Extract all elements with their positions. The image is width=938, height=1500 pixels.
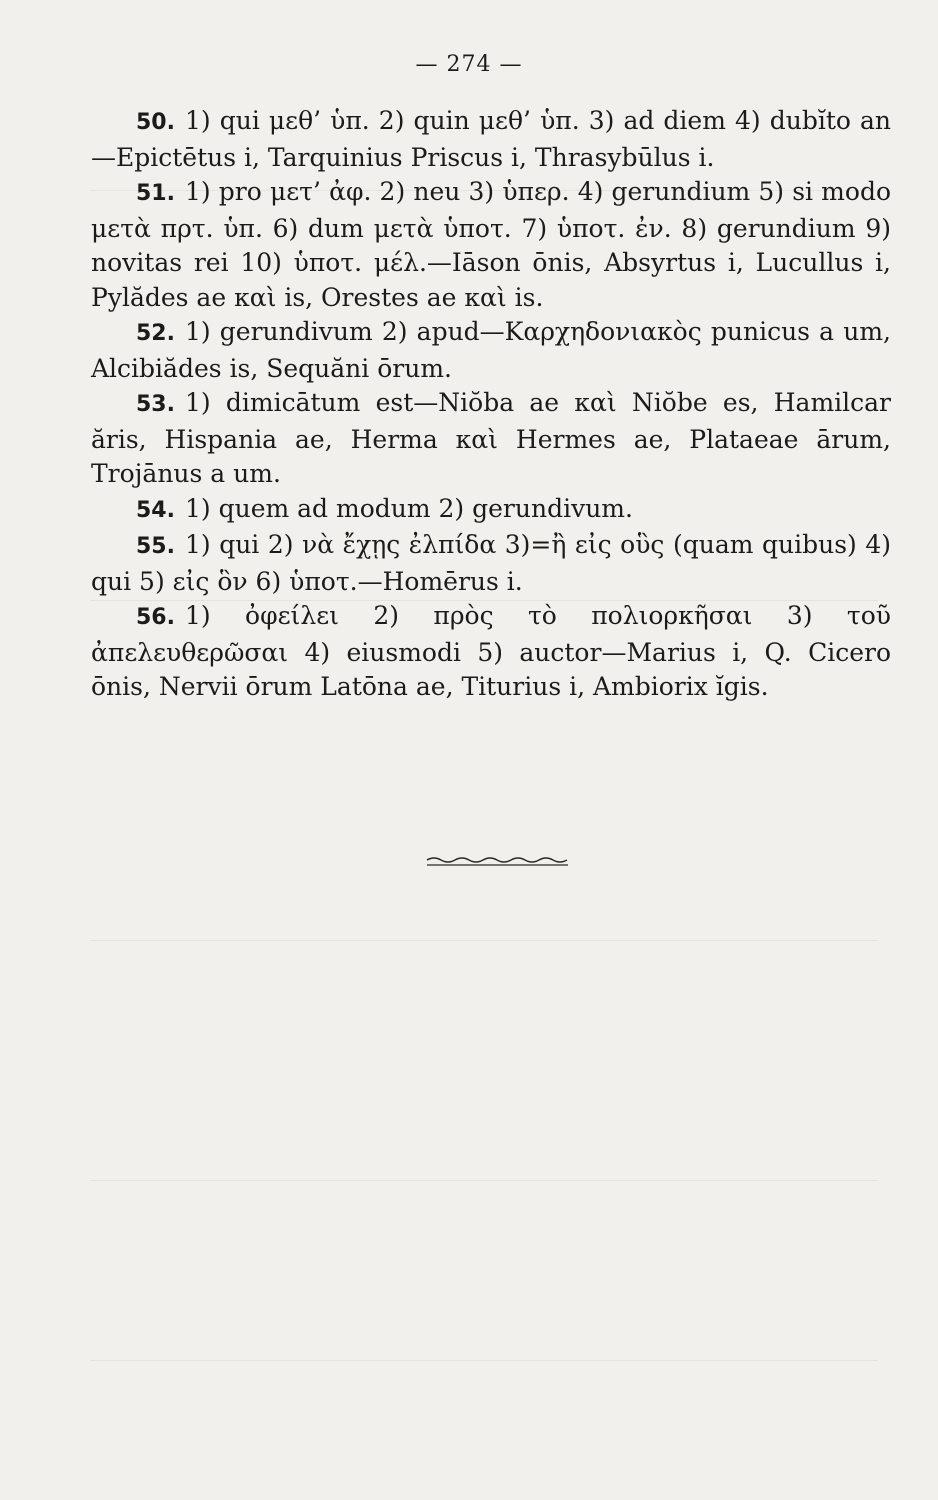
entry — [91, 315, 891, 386]
entry-text: 1) qui 2) νὰ ἔχῃς ἐλπίδα 3)=ἢ εἰς οὓς (quam quibus) 4) qui 5) εἰς ὃν 6) ὑποτ.—Homērus i. — [91, 530, 891, 596]
entry-number: 50. — [136, 110, 175, 135]
entry-number: 51. — [136, 181, 175, 206]
section-divider — [425, 856, 570, 868]
entry — [91, 599, 891, 705]
entry-text: 1) pro μετ’ ἀφ. 2) neu 3) ὑπερ. 4) gerundium 5) si modo μετὰ πρτ. ὑπ. 6) dum μετὰ ὑποτ. 7) ὑποτ. ἐν. 8) gerundium 9) novitas rei 10) ὑποτ. μέλ.—Iāson ōnis, Absyrtus i, Lucullus i, Pylădes ae καὶ is, Orestes ae καὶ is. — [91, 177, 891, 312]
entry — [91, 492, 891, 529]
entry-text: 1) ὀφείλει 2) πρὸς τὸ πολιορκῆσαι 3) τοῦ ἀπελευθερῶσαι 4) eiusmodi 5) auctor—Marius i, Q. Cicero ōnis, Nervii ōrum Latōna ae, Titurius i, Ambiorix ĭgis. — [91, 601, 891, 701]
entry-number: 54. — [136, 497, 175, 523]
entry-number: 52. — [136, 321, 175, 346]
entries-list — [91, 104, 891, 705]
entry-text: 1) gerundivum 2) apud—Καρχηδονιακὸς punicus a um, Alcibiădes is, Sequăni ōrum. — [91, 317, 891, 383]
page-number: — 274 — — [415, 52, 523, 77]
entry — [91, 528, 891, 599]
bleed-through-line — [90, 1180, 878, 1181]
entry-text: 1) qui μεθ’ ὑπ. 2) quin μεθ’ ὑπ. 3) ad diem 4) dubĭto an—Epictētus i, Tarquinius Priscus i, Thrasybūlus i. — [91, 106, 891, 172]
bleed-through-line — [90, 1360, 878, 1361]
entry-number: 56. — [136, 605, 175, 630]
entry-text: 1) dimicātum est—Niŏba ae καὶ Niŏbe es, Hamilcar ăris, Hispania ae, Herma καὶ Hermes ae, Plataeae ārum, Trojānus a um. — [91, 388, 891, 488]
entry-number: 55. — [136, 534, 175, 559]
entry — [91, 104, 891, 175]
entry — [91, 175, 891, 315]
bleed-through-line — [90, 940, 878, 941]
entry-number: 53. — [136, 392, 175, 417]
entry — [91, 386, 891, 492]
entry-text: 1) quem ad modum 2) gerundivum. — [184, 493, 633, 523]
